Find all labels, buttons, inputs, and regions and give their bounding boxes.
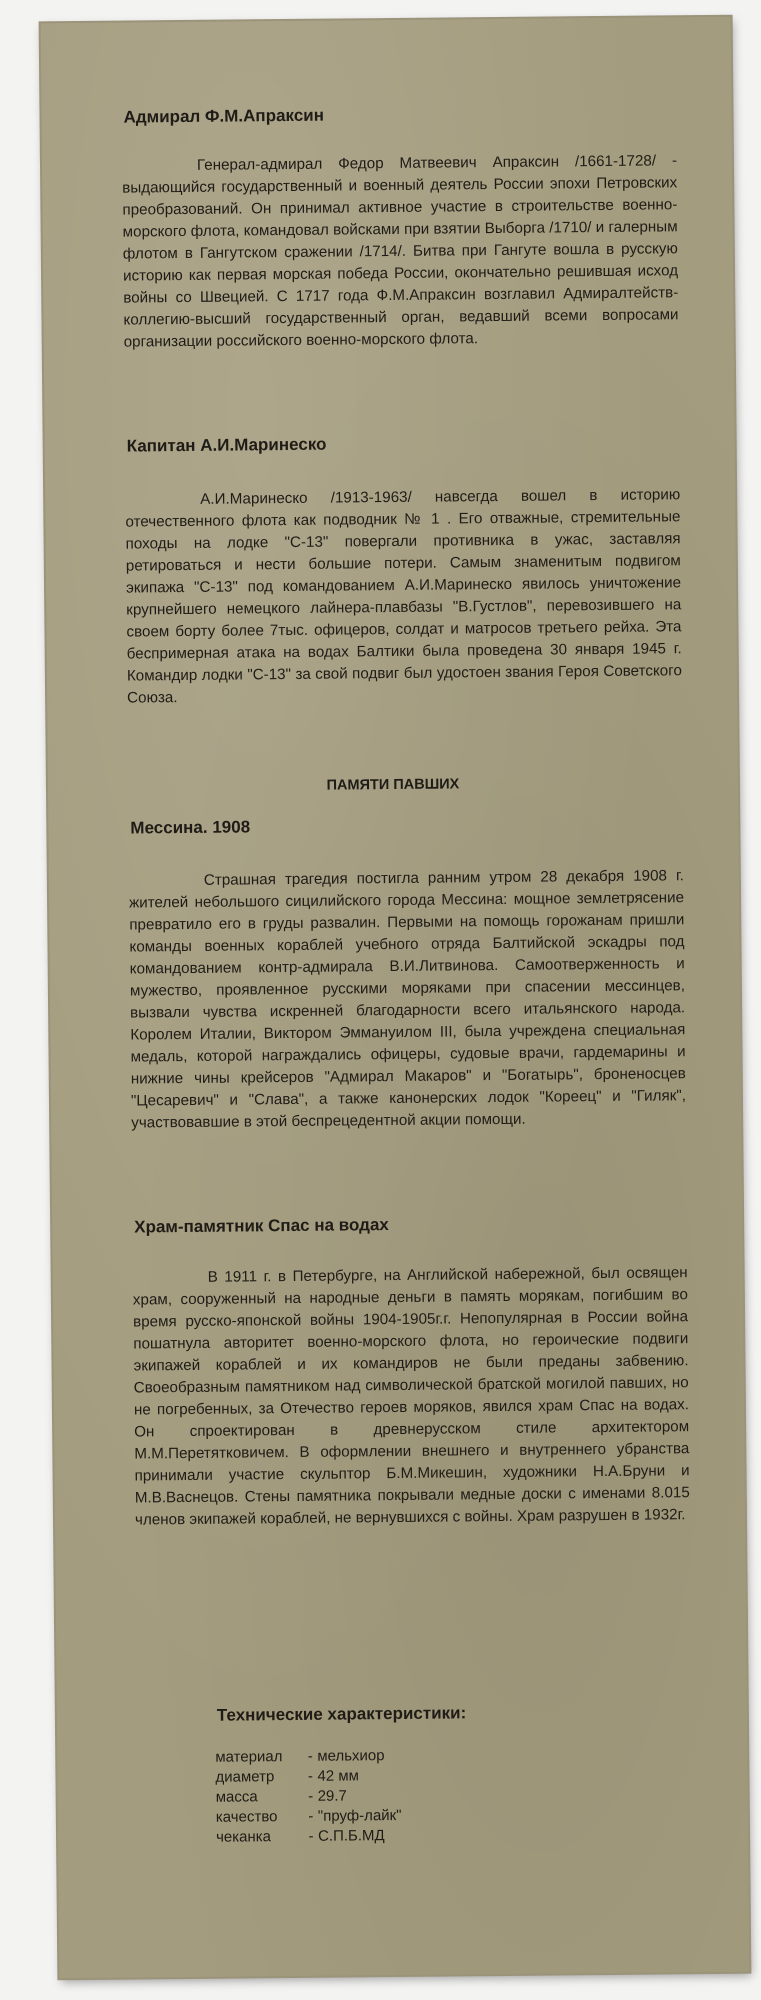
info-card	[41, 17, 750, 1979]
specs-title: Технические характеристики:	[216, 1703, 467, 1725]
spec-label: материал	[215, 1748, 283, 1766]
messina-title: Мессина. 1908	[130, 817, 251, 838]
spec-value: "пруф-лайк"	[317, 1806, 402, 1825]
spec-label: масса	[215, 1788, 258, 1806]
marinesko-text: А.И.Маринеско /1913-1963/ навсегда вошел в историю отечественного флота как подводник № 1 . Его отважные, стремительные походы на лодке "С-13" повергали противника в ужас, заставляя ретироваться и нести большие потери. Самым знаменитым подвигом экипажа "С-13" под командованием А.И.Маринеско явилось уничтожение крупнейшего немецкого лайнера-плавбазы "В.Густлов", перевозившего на своем борту более 7тыс. офицеров, солдат и матросов третьего рейха. Эта беспримерная атака на водах Балтики была проведена 30 января 1945 г. Командир лодки "С-13" за свой подвиг был удостоен звания Героя Советского Союза.	[125, 486, 682, 707]
spec-row-mint	[216, 1826, 402, 1848]
spec-row-mass	[216, 1786, 402, 1808]
spec-value: 42 мм	[317, 1767, 360, 1785]
spec-separator: -	[307, 1767, 314, 1785]
apraksin-title: Адмирал Ф.М.Апраксин	[123, 105, 325, 127]
spec-label: чеканка	[215, 1828, 272, 1846]
spec-value: 29.7	[317, 1787, 347, 1805]
spec-value: С.П.Б.МД	[317, 1827, 385, 1845]
marinesko-title: Капитан А.И.Маринеско	[126, 434, 327, 456]
specs-list	[215, 1746, 402, 1848]
spec-label: диаметр	[215, 1768, 275, 1786]
spec-row-diameter	[215, 1766, 401, 1788]
temple-title: Храм-памятник Спас на водах	[134, 1215, 389, 1237]
spec-label: качество	[215, 1808, 278, 1826]
spec-row-quality	[216, 1806, 402, 1828]
spec-separator: -	[308, 1807, 314, 1825]
memory-heading: ПАМЯТИ ПАВШИХ	[326, 776, 460, 794]
apraksin-text: Генерал-адмирал Федор Матвеевич Апраксин /1661-1728/ - выдающийся государственный и военный деятель России эпохи Петровских преобразований. Он принимал активное участие в строительстве военно-морского флота, командовал войсками при взятии Выборга /1710/ и галерным флотом в Гангутском сражении /1714/. Битва при Гангуте вошла в русскую историю как первая морская победа России, окончательно решившая исход войны со Швецией. С 1717 года Ф.М.Апраксин возглавил Адмиралтейств-коллегию-высший государственный орган, ведавший всеми вопросами организации российского военно-морского флота.	[122, 152, 679, 351]
spec-row-material	[215, 1746, 401, 1768]
temple-text: В 1911 г. в Петербурге, на Английской набережной, был освящен храм, сооруженный на народные деньги в память морякам, погибшим во время русско-японской войны 1904-1905г.г. Непопулярная в России война пошатнула авторитет военно-морского флота, но героические подвиги экипажей кораблей и их командиров не были преданы забвению. Своеобразным памятником над символической братской могилой павших, но не погребенных, за Отечество героев моряков, явился храм Спас на водах. Он спроектирован в древнерусском стиле архитектором М.М.Перетятковичем. В оформлении внешнего и внутреннего убранства принимали участие скульптор Б.М.Микешин, художники Н.А.Бруни и М.В.Васнецов. Стены памятника покрывали медные доски с именами 8.015 членов экипажей кораблей, не вернувшихся с войны. Храм разрушен в 1932г.	[132, 1264, 690, 1529]
spec-separator: -	[307, 1747, 313, 1765]
spec-separator: -	[308, 1827, 314, 1845]
spec-separator: -	[308, 1787, 314, 1805]
spec-value: мельхиор	[317, 1747, 385, 1765]
messina-text: Страшная трагедия постигла ранним утром 28 декабря 1908 г. жителей небольшого сицилийского города Мессина: мощное землетрясение превратило его в груды развалин. Первыми на помощь горожанам пришли команды военных кораблей учебного отряда Балтийской эскадры под командованием контр-адмирала В.И.Литвинова. Самоотверженность и мужество, проявленное русскими моряками при спасении мессинцев, вызвали чувства искренней благодарности всего итальянского народа. Королем Италии, Виктором Эммануилом III, была учреждена специальная медаль, которой награждались офицеры, судовые врачи, гардемарины и нижние чины крейсеров "Адмирал Макаров" и "Богатырь", броненосцев "Цесаревич" и "Слава", а также канонерских лодок "Кореец" и "Гиляк", участвовавшие в этой беспрецедентной акции помощи.	[128, 867, 687, 1132]
